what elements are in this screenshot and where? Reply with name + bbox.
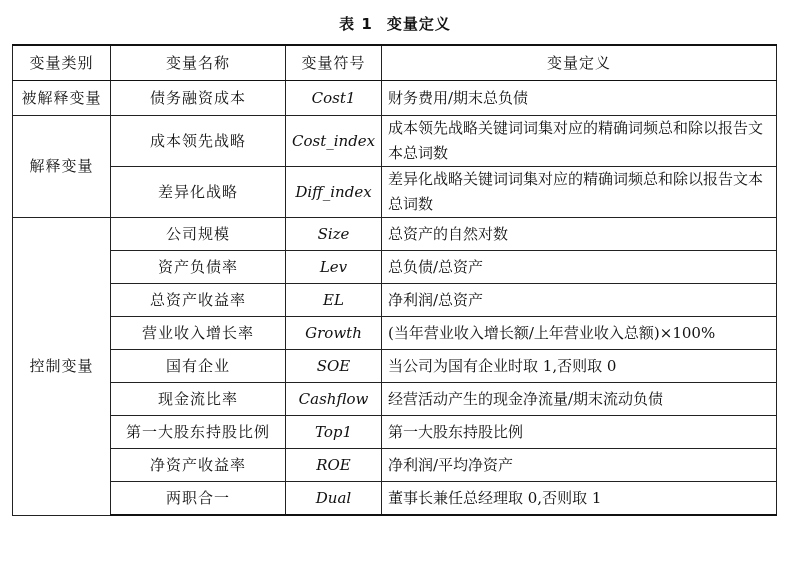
name-cell: 现金流比率 xyxy=(111,383,286,416)
header-name: 变量名称 xyxy=(111,45,286,81)
table-number: 表 1 xyxy=(339,15,373,33)
definition-cell: 财务费用/期末总负债 xyxy=(382,81,777,116)
header-symbol: 变量符号 xyxy=(286,45,382,81)
table-row xyxy=(13,317,777,350)
definition-cell: 成本领先战略关键词词集对应的精确词频总和除以报告文本总词数 xyxy=(382,116,777,167)
name-cell: 第一大股东持股比例 xyxy=(111,416,286,449)
definition-cell: 当公司为国有企业时取 1,否则取 0 xyxy=(382,350,777,383)
table-row xyxy=(13,449,777,482)
category-cell: 被解释变量 xyxy=(13,81,111,116)
name-cell: 净资产收益率 xyxy=(111,449,286,482)
table-row xyxy=(13,167,777,218)
symbol-cell: EL xyxy=(286,284,382,317)
header-row xyxy=(13,45,777,81)
variable-definition-table xyxy=(12,44,777,516)
table-row xyxy=(13,218,777,251)
symbol-cell: Top1 xyxy=(286,416,382,449)
definition-cell: (当年营业收入增长额/上年营业收入总额)×100% xyxy=(382,317,777,350)
header-category: 变量类别 xyxy=(13,45,111,81)
symbol-cell: Cashflow xyxy=(286,383,382,416)
definition-cell: 总资产的自然对数 xyxy=(382,218,777,251)
symbol-cell: Dual xyxy=(286,482,382,516)
category-cell: 控制变量 xyxy=(13,218,111,516)
table-caption xyxy=(0,13,790,34)
symbol-cell: Size xyxy=(286,218,382,251)
definition-cell: 差异化战略关键词词集对应的精确词频总和除以报告文本总词数 xyxy=(382,167,777,218)
table-row xyxy=(13,284,777,317)
table-row xyxy=(13,116,777,167)
table-row xyxy=(13,251,777,284)
header-definition: 变量定义 xyxy=(382,45,777,81)
table-row xyxy=(13,81,777,116)
name-cell: 公司规模 xyxy=(111,218,286,251)
symbol-cell: Diff_index xyxy=(286,167,382,218)
name-cell: 资产负债率 xyxy=(111,251,286,284)
symbol-cell: Cost1 xyxy=(286,81,382,116)
name-cell: 国有企业 xyxy=(111,350,286,383)
symbol-cell: SOE xyxy=(286,350,382,383)
symbol-cell: ROE xyxy=(286,449,382,482)
name-cell: 成本领先战略 xyxy=(111,116,286,167)
definition-cell: 总负债/总资产 xyxy=(382,251,777,284)
table-row xyxy=(13,482,777,516)
symbol-cell: Cost_index xyxy=(286,116,382,167)
definition-cell: 第一大股东持股比例 xyxy=(382,416,777,449)
table-row xyxy=(13,383,777,416)
symbol-cell: Growth xyxy=(286,317,382,350)
definition-cell: 董事长兼任总经理取 0,否则取 1 xyxy=(382,482,777,516)
name-cell: 债务融资成本 xyxy=(111,81,286,116)
table-title: 变量定义 xyxy=(386,15,451,33)
name-cell: 总资产收益率 xyxy=(111,284,286,317)
name-cell: 两职合一 xyxy=(111,482,286,516)
definition-cell: 净利润/平均净资产 xyxy=(382,449,777,482)
name-cell: 差异化战略 xyxy=(111,167,286,218)
definition-cell: 经营活动产生的现金净流量/期末流动负债 xyxy=(382,383,777,416)
name-cell: 营业收入增长率 xyxy=(111,317,286,350)
category-cell: 解释变量 xyxy=(13,116,111,218)
definition-cell: 净利润/总资产 xyxy=(382,284,777,317)
symbol-cell: Lev xyxy=(286,251,382,284)
table-row xyxy=(13,350,777,383)
table-row xyxy=(13,416,777,449)
